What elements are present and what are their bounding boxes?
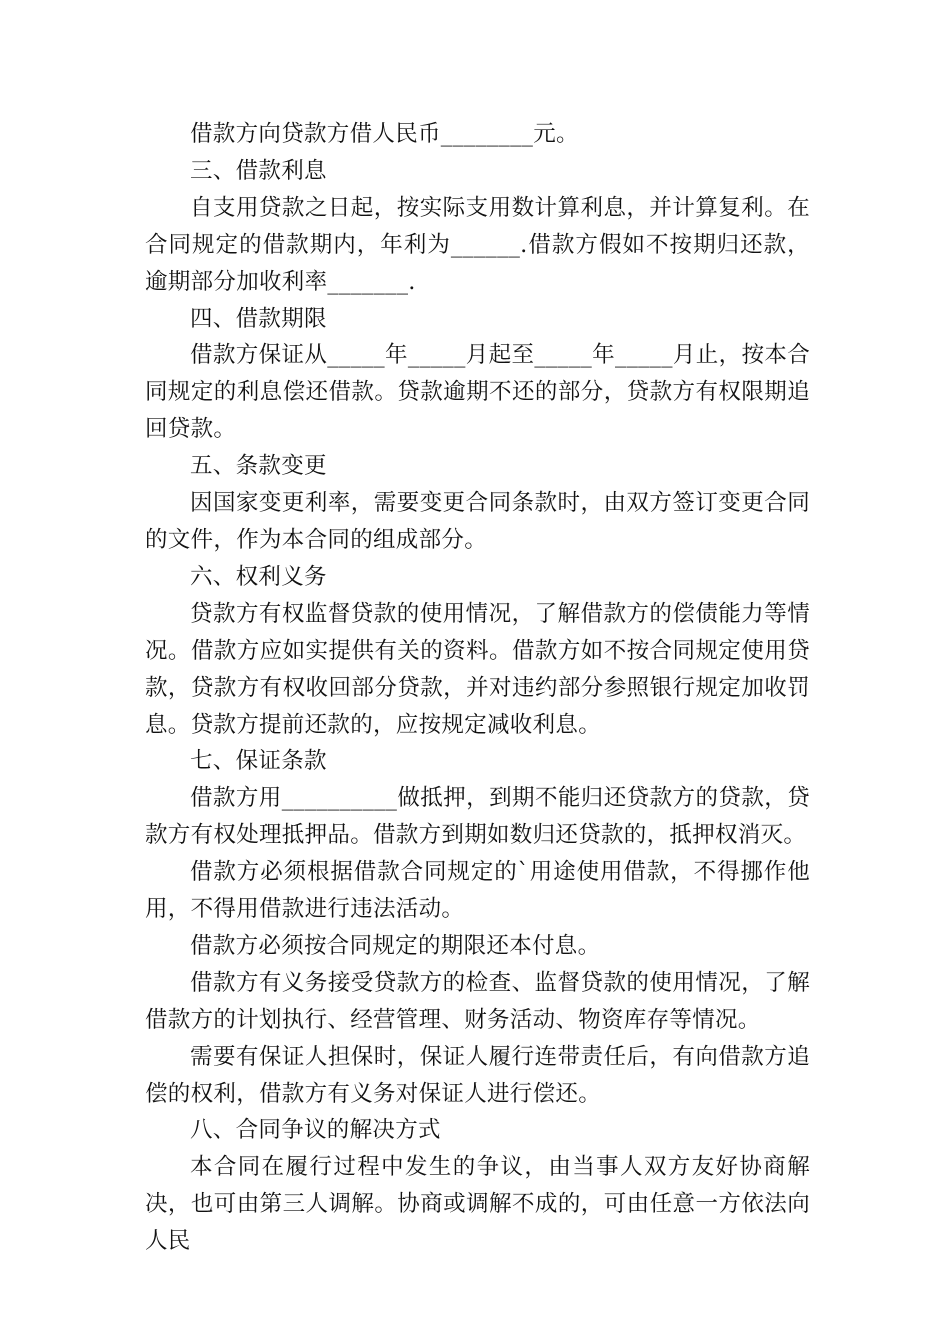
paragraph-change: 因国家变更利率，需要变更合同条款时，由双方签订变更合同的文件，作为本合同的组成部分。 xyxy=(145,490,810,553)
paragraph-loan-amount: 借款方向贷款方借人民币________元。 xyxy=(190,121,579,147)
section-heading-dispute: 八、合同争议的解决方式 xyxy=(190,1117,441,1144)
paragraph-rights: 贷款方有权监督贷款的使用情况，了解借款方的偿债能力等情况。借款方应如实提供有关的资料。借款方如不按合同规定使用贷款，贷款方有权收回部分贷款，并对违约部分参照银行规定加收罚息。贷款方提前还款的，应按规定减收利息。 xyxy=(145,600,810,738)
section-heading-interest: 三、借款利息 xyxy=(190,157,327,184)
paragraph-guarantee-use: 借款方必须根据借款合同规定的`用途使用借款，不得挪作他用，不得用借款进行违法活动。 xyxy=(145,859,810,923)
paragraph-guarantee-collateral: 借款方用__________做抵押，到期不能归还贷款方的贷款，贷款方有权处理抵押品。借款方到期如数归还贷款的，抵押权消灭。 xyxy=(145,785,810,849)
section-heading-change: 五、条款变更 xyxy=(190,453,327,480)
section-heading-rights: 六、权利义务 xyxy=(190,563,327,590)
paragraph-guarantee-repay: 借款方必须按合同规定的期限还本付息。 xyxy=(190,932,601,959)
document-body xyxy=(145,116,810,1260)
paragraph-interest: 自支用贷款之日起，按实际支用数计算利息，并计算复利。在合同规定的借款期内，年利为______.借款方假如不按期归还款，逾期部分加收利率_______. xyxy=(145,194,810,295)
paragraph-dispute: 本合同在履行过程中发生的争议，由当事人双方友好协商解决，也可由第三人调解。协商或调解不成的，可由任意一方依法向人民 xyxy=(145,1154,810,1255)
paragraph-term: 借款方保证从_____年_____月起至_____年_____月止，按本合同规定的利息偿还借款。贷款逾期不还的部分，贷款方有权限期追回贷款。 xyxy=(145,342,810,443)
paragraph-guarantee-inspection: 借款方有义务接受贷款方的检查、监督贷款的使用情况，了解借款方的计划执行、经营管理、财务活动、物资库存等情况。 xyxy=(145,969,810,1033)
section-heading-guarantee: 七、保证条款 xyxy=(190,748,327,775)
section-heading-term: 四、借款期限 xyxy=(190,305,327,332)
paragraph-guarantee-surety: 需要有保证人担保时，保证人履行连带责任后，有向借款方追偿的权利，借款方有义务对保证人进行偿还。 xyxy=(145,1043,810,1107)
